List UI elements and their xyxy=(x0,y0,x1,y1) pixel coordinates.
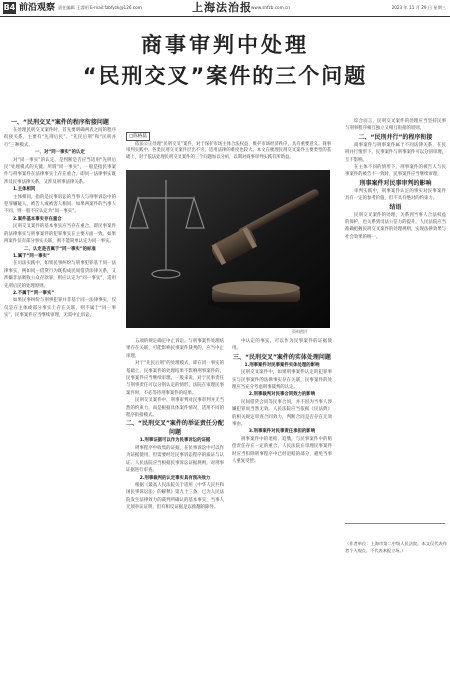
paragraph: 在主体不同的情形下，刑事案件的被告人与民事案件的被告不一致时，民事案件应当继续审理。 xyxy=(345,165,446,178)
paragraph: 对“同一事实”的认定，是判断是否应当适用“先刑后民”处理模式的关键。所谓“同一事实”，一般是指民事案件与刑事案件在法律事实上存在重合，即同一法律事实既涉及民事法律关系，又涉及刑事法律关系。 xyxy=(4,157,116,185)
paragraph: 民间借贷合同等民事合同，并不因为当事人涉嫌犯罪而当然无效。人民法院应当依据《民法典》的相关规定审查合同效力，判断合同是否存在无效事由。 xyxy=(232,399,332,428)
headline-line-1: 商事审判中处理 xyxy=(141,33,309,57)
point-heading: 2.案件基本事实存在重合 xyxy=(13,216,62,222)
article-headline xyxy=(0,32,450,90)
point-heading: 2.不属于“同一事实” xyxy=(13,290,55,296)
section-title: 前沿观察 xyxy=(19,3,56,13)
paragraph: 五项的规定确定中止诉讼。与刑事案件处理结果存在关联，可能影响民事案件裁判的，应当中止审理。 xyxy=(126,339,224,359)
issue-date: 2023 年 11 月 29 日 星期三 xyxy=(391,5,446,10)
section-heading: 二、“民刑并行”的程序衔接 xyxy=(358,133,433,141)
paragraph: 综合而言，民刑交叉案件的处理应当坚持民事与刑事程序相互独立又相互衔接的原则。 xyxy=(345,119,446,132)
paragraph: 刑事程序中收集的证据，在民事诉讼中可以作为证据使用，但需要经过民事诉讼程序的质证与认证。人民法院应当根据民事诉讼证据规则，对刑事证据进行审查。 xyxy=(126,445,224,474)
point-heading: 1.属于“同一事实” xyxy=(13,253,50,259)
subsection-heading: 3.刑事案件对民事责任承担的影响 xyxy=(248,429,316,435)
paragraph: 对于“先民后刑”的处理模式，即在同一事实的基础上，民事案件的处理结果不影响刑事案件的，民事案件应当继续审理。一般来说，对于民事责任与刑事责任可以分别认定的情形，法院在审理民事案件时，不必等待刑事案件的结果。 xyxy=(126,361,224,396)
paragraph: 审判实践中，刑事案件认定的事实对民事案件具有一定的参考价值，但不具有绝对的约束力。 xyxy=(345,188,446,202)
section-heading: 二、“民刑交叉”案件的举证责任分配问题 xyxy=(126,420,224,437)
column-1 xyxy=(4,118,116,320)
paragraph: 商事案件与刑事案件属于不同法律关系，在民刑并行情形下，民事案件与刑事案件可以分别审理，互不影响。 xyxy=(345,142,446,163)
newspaper-masthead: 上海法治报 xyxy=(192,1,252,14)
paragraph: 如果民事纠纷与刑事犯罪并非基于同一法律事实，仅仅是在主体或部分事实上存在关联，则不属于“同一事实”，民事案件应当继续审理，无需中止诉讼。 xyxy=(4,298,116,319)
editor-info: 责任编辑 王睿明 E-mail:fzbfyzk@126.com xyxy=(58,5,142,10)
paragraph: 在处理民刑交叉案件时，首先要明确两者之间的程序衔接关系，主要有“先刑后民”、“先民后刑”和“民刑并行”三种模式。 xyxy=(4,128,116,148)
author-byline: □陈格磊 xyxy=(126,132,150,141)
image-caption: 资料图片 xyxy=(292,329,308,334)
paragraph: 民刑交叉案件中，刑事审判对民事审判并无当然的约束力，而是根据具体案件情况，适用不同的程序衔接模式。 xyxy=(126,398,224,419)
headline-line-2: “民刑交叉”案件的三个问题 xyxy=(82,64,368,88)
subsection-heading: 二、认定是否属于“同一事实”的标准 xyxy=(24,246,96,252)
section-heading: 一、“民刑交叉”案件的程序衔接问题 xyxy=(11,119,109,126)
subsection-heading: 一、对“同一事实”的认定 xyxy=(35,150,85,156)
paragraph: 中认定的事实，可以作为民事案件的证据使用。 xyxy=(232,339,332,352)
page-number-badge: B4 xyxy=(3,3,16,12)
gavel-icon xyxy=(126,170,330,328)
subsection-heading: 1.刑事案件对民事案件实体处理的影响 xyxy=(244,362,320,368)
divider xyxy=(345,523,445,524)
paragraph: 民刑交叉案件的处理，关系到当事人合法权益的保护，也关系到司法公信力的提升。人民法院应当准确把握民刑交叉案件的处理规则，实现法律效果与社会效果的统一。 xyxy=(345,212,446,240)
paragraph: 民刑交叉案件的基本事实应当存在重合，即民事案件的法律事实与刑事案件的犯罪事实在主要方面一致。如果两案件仅有部分事实关联，则不能简单认定为同一事实。 xyxy=(4,224,116,245)
paragraph: 民刑交叉案件中，如果刑事案件认定的犯罪事实与民事案件的法律事实存在关联，民事案件的处理应当充分考虑刑事裁判的认定。 xyxy=(232,370,332,391)
paragraph: 主体相同，指的是民事诉讼的当事人与刑事诉讼中的犯罪嫌疑人、被告人或被害人相同。如果两案件的当事人不同，则一般不应认定为“同一事实”。 xyxy=(4,194,116,215)
column-4 xyxy=(345,118,446,241)
subsection-heading: 1.刑事证据可以作为民事诉讼的证据 xyxy=(139,438,211,444)
section-heading: 结语 xyxy=(389,203,402,211)
article-abstract: 依法公正处理“民刑交叉”案件，对于保护市场主体合法权益、维护市场经济秩序，具有重要意义。商事审判实践中，各类民刑交叉案件层出不穷，适用法律的难度也较大。本文在梳理民刑交叉案件主要类型的基础上，对于依法处理民刑交叉案件的三个问题加以分析，以期对商事审判实践有所助益。 xyxy=(126,142,331,160)
paragraph: 根据《最高人民法院关于适用〈中华人民共和国民事诉讼法〉的解释》第九十三条，已为人民法院发生法律效力的裁判所确认的基本事实，当事人无须举证证明，但有相反证据足以推翻的除外。 xyxy=(126,482,224,511)
point-heading: 1.主体相同 xyxy=(13,187,36,193)
column-2 xyxy=(126,338,224,512)
paragraph: 在司法实践中，如果民事纠纷与刑事犯罪基于同一法律事实，例如同一借贷行为既构成民间借贷法律关系，又涉嫌非法吸收公众存款罪，则应认定为“同一事实”，适用先刑后民的处理原则。 xyxy=(4,261,116,289)
column-3 xyxy=(232,338,332,466)
gavel-image xyxy=(126,170,330,328)
article-lead xyxy=(126,132,331,168)
author-note: （作者单位：上海市第二中级人民法院。本文仅代表作者个人观点，不代表本报立场。） xyxy=(345,541,447,553)
section-heading: 刑事案件对民事审判的影响 xyxy=(359,179,432,187)
page-header xyxy=(0,0,450,17)
subsection-heading: 2.刑事裁判对民事合同效力的影响 xyxy=(248,392,316,398)
subsection-heading: 2.刑事裁判的认定事实具有预决效力 xyxy=(139,475,211,481)
section-heading: 三、“民刑交叉”案件的实体处理问题 xyxy=(233,353,331,361)
paragraph: 刑事案件中的退赔、追缴，与民事案件中的赔偿责任存在一定的重合，人民法院在审理民事案件时应当扣除刑事程序中已经退赔的部分，避免当事人重复受偿。 xyxy=(232,436,332,465)
website-link[interactable]: www.shfzb.com.cn xyxy=(251,5,290,10)
